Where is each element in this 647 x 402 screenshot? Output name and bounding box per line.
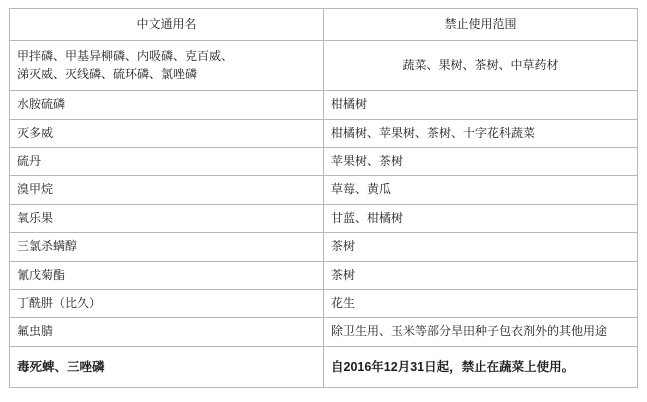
table-row [10, 147, 638, 175]
cell-prohibited-scope: 自2016年12月31日起，禁止在蔬菜上使用。 [324, 346, 638, 387]
table-row [10, 204, 638, 232]
cell-prohibited-scope: 花生 [324, 289, 638, 317]
cell-prohibited-scope: 蔬菜、果树、茶树、中草药材 [324, 41, 638, 91]
cell-chemical-name: 氧乐果 [10, 204, 324, 232]
cell-chemical-name [10, 41, 324, 91]
column-header-scope: 禁止使用范围 [324, 9, 638, 41]
cell-chemical-name: 丁酰肼（比久） [10, 289, 324, 317]
cell-chemical-name: 氰戊菊酯 [10, 261, 324, 289]
cell-chemical-name: 硫丹 [10, 147, 324, 175]
table-row [10, 91, 638, 119]
table-body [10, 9, 638, 388]
cell-chemical-name: 毒死蜱、三唑磷 [10, 346, 324, 387]
cell-prohibited-scope: 柑橘树、苹果树、茶树、十字花科蔬菜 [324, 119, 638, 147]
table-row [10, 233, 638, 261]
cell-prohibited-scope: 茶树 [324, 233, 638, 261]
cell-chemical-name: 溴甲烷 [10, 176, 324, 204]
cell-chemical-name: 三氯杀螨醇 [10, 233, 324, 261]
cell-prohibited-scope: 甘蓝、柑橘树 [324, 204, 638, 232]
chemical-name-line: 涕灭威、灭线磷、硫环磷、氯唑磷 [17, 66, 198, 81]
cell-chemical-name: 水胺硫磷 [10, 91, 324, 119]
pesticide-restriction-table [9, 8, 638, 388]
cell-prohibited-scope: 苹果树、茶树 [324, 147, 638, 175]
table-row [10, 41, 638, 91]
cell-prohibited-scope: 茶树 [324, 261, 638, 289]
column-header-name: 中文通用名 [10, 9, 324, 41]
table-header-row [10, 9, 638, 41]
table-row [10, 119, 638, 147]
table-row [10, 289, 638, 317]
cell-prohibited-scope: 草莓、黄瓜 [324, 176, 638, 204]
cell-prohibited-scope: 柑橘树 [324, 91, 638, 119]
table-row [10, 261, 638, 289]
table-row [10, 176, 638, 204]
cell-prohibited-scope: 除卫生用、玉米等部分旱田种子包衣剂外的其他用途 [324, 318, 638, 346]
cell-chemical-name: 灭多威 [10, 119, 324, 147]
chemical-name-line: 甲拌磷、甲基异柳磷、内吸磷、克百威、 [17, 49, 234, 64]
cell-chemical-name: 氟虫腈 [10, 318, 324, 346]
table-row [10, 346, 638, 387]
table-row [10, 318, 638, 346]
